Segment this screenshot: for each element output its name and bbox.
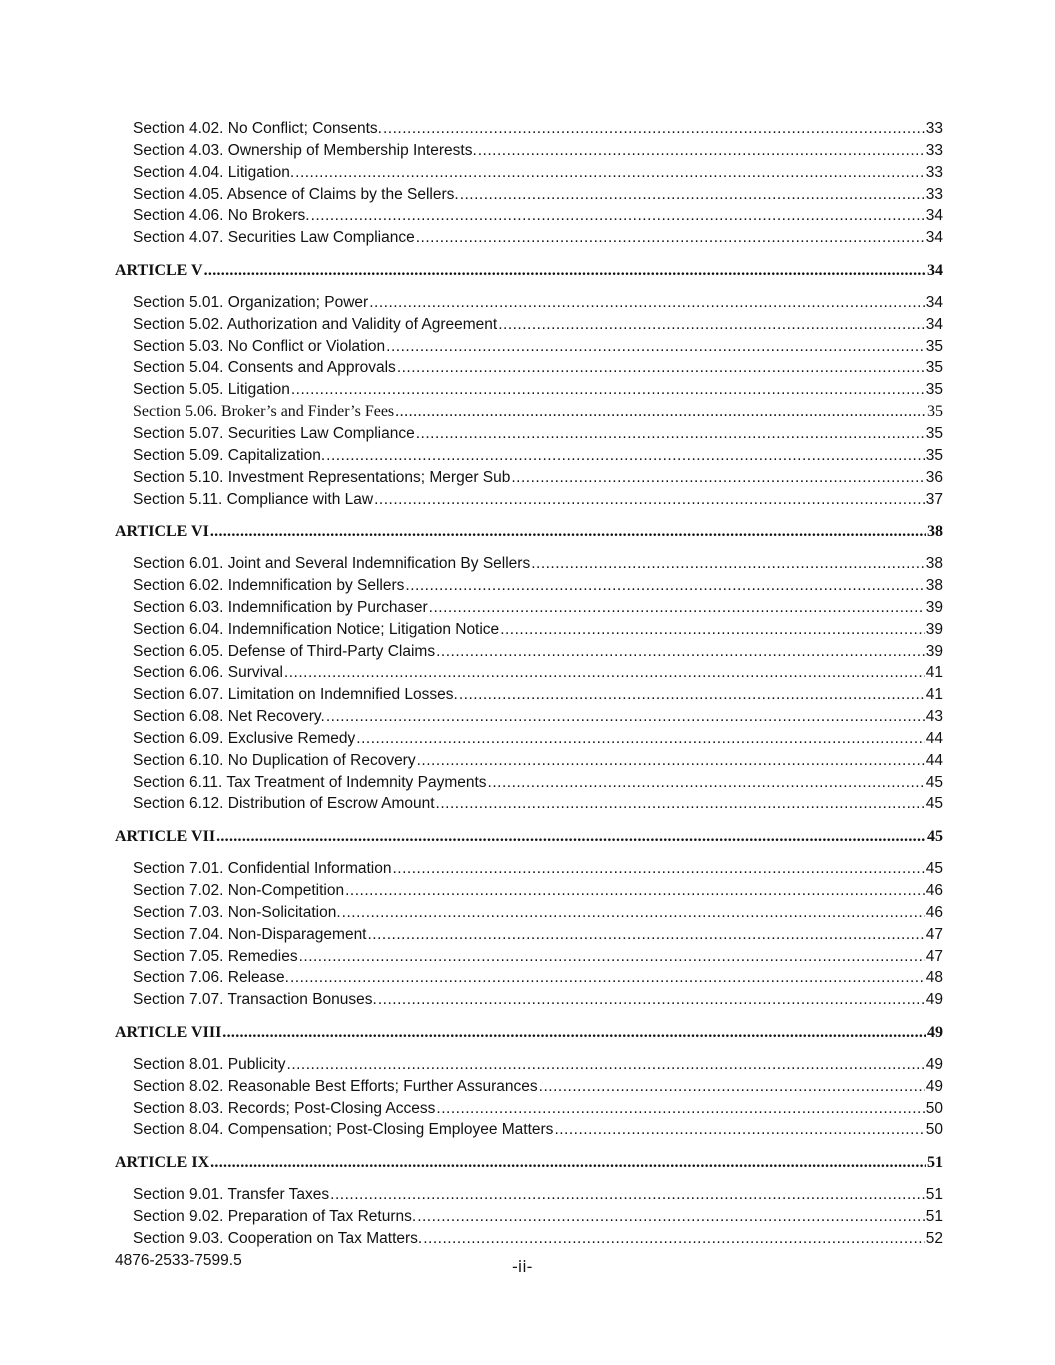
dot-leader — [531, 553, 925, 575]
dot-leader — [311, 205, 925, 227]
toc-section-entry[interactable] — [115, 553, 943, 575]
section-page-number: 45 — [925, 773, 943, 791]
toc-group — [115, 826, 943, 1011]
toc-section-entry[interactable] — [115, 902, 943, 924]
dot-leader — [423, 1228, 925, 1250]
toc-section-entry[interactable] — [115, 140, 943, 162]
section-title: Section 5.05. Litigation — [133, 381, 290, 399]
dot-leader — [417, 750, 925, 772]
section-title: Section 5.06. Broker’s and Finder’s Fees — [133, 403, 395, 421]
dot-leader — [478, 140, 925, 162]
section-page-number: 34 — [925, 293, 943, 311]
toc-group — [115, 1022, 943, 1142]
toc-section-entry[interactable] — [115, 1206, 943, 1228]
section-page-number: 48 — [925, 969, 943, 987]
section-page-number: 46 — [925, 882, 943, 899]
section-title: Section 4.06. No Brokers. — [133, 207, 310, 225]
toc-section-entry[interactable] — [115, 728, 943, 750]
toc-section-entry[interactable] — [115, 597, 943, 619]
section-page-number: 49 — [925, 991, 943, 1009]
section-title: Section 5.02. Authorization and Validity of Agreement — [133, 315, 498, 333]
dot-leader — [216, 826, 926, 848]
section-page-number: 47 — [925, 947, 943, 965]
section-page-number: 38 — [925, 577, 943, 595]
section-page-number: 43 — [925, 708, 943, 726]
dot-leader — [383, 118, 925, 140]
section-title: Section 8.03. Records; Post-Closing Access — [133, 1099, 436, 1117]
section-title: Section 5.01. Organization; Power — [133, 293, 369, 311]
dot-leader — [436, 1098, 924, 1120]
dot-leader — [397, 357, 925, 379]
dot-leader — [290, 967, 925, 989]
dot-leader — [436, 793, 925, 815]
section-title: Section 6.04. Indemnification Notice; Litigation Notice — [133, 620, 500, 638]
dot-leader — [393, 858, 925, 880]
toc-section-entry[interactable] — [115, 336, 943, 358]
toc-section-entry[interactable] — [115, 401, 943, 423]
dot-leader — [295, 162, 925, 184]
section-title: Section 7.04. Non-Disparagement — [133, 925, 367, 943]
toc-section-entry[interactable] — [115, 1054, 943, 1076]
document-id: 4876-2533-7599.5 — [115, 1252, 242, 1269]
section-page-number: 41 — [925, 664, 943, 682]
toc-section-entry[interactable] — [115, 793, 943, 815]
dot-leader — [342, 902, 925, 924]
toc-section-entry[interactable] — [115, 292, 943, 314]
section-title: Section 5.07. Securities Law Compliance — [133, 424, 415, 442]
dot-leader — [222, 1022, 926, 1044]
dot-leader — [204, 260, 926, 282]
section-title: Section 8.01. Publicity — [133, 1055, 286, 1073]
toc-group — [115, 260, 943, 511]
dot-leader — [330, 1184, 925, 1206]
section-page-number: 33 — [925, 185, 943, 203]
section-title: Section 7.05. Remedies — [133, 947, 298, 965]
toc-section-entry[interactable] — [115, 205, 943, 227]
article-title: ARTICLE VII — [115, 827, 216, 845]
section-title: Section 6.03. Indemnification by Purchaser — [133, 598, 428, 616]
section-page-number: 35 — [925, 359, 943, 377]
toc-article-heading[interactable] — [115, 260, 943, 282]
section-page-number: 51 — [925, 1207, 943, 1225]
section-page-number: 50 — [925, 1099, 943, 1117]
dot-leader — [210, 521, 926, 543]
toc-section-entry[interactable] — [115, 184, 943, 206]
section-page-number: 37 — [925, 490, 943, 508]
section-page-number: 46 — [925, 903, 943, 921]
dot-leader — [500, 619, 925, 641]
section-page-number: 33 — [925, 141, 943, 159]
toc-section-entry[interactable] — [115, 575, 943, 597]
section-page-number: 38 — [925, 555, 943, 573]
section-title: Section 7.06. Release. — [133, 969, 289, 987]
dot-leader — [369, 292, 925, 314]
section-title: Section 7.02. Non-Competition — [133, 882, 345, 899]
toc-article-heading[interactable] — [115, 826, 943, 848]
section-page-number: 41 — [925, 686, 943, 704]
toc-article-heading[interactable] — [115, 521, 943, 543]
toc-section-entry[interactable] — [115, 489, 943, 511]
article-title: ARTICLE IX — [115, 1153, 210, 1171]
toc-section-entry[interactable] — [115, 989, 943, 1011]
section-title: Section 8.02. Reasonable Best Efforts; Further Assurances — [133, 1077, 538, 1095]
section-title: Section 4.05. Absence of Claims by the Sellers. — [133, 185, 459, 203]
toc-section-entry[interactable] — [115, 1184, 943, 1206]
toc-section-entry[interactable] — [115, 1228, 943, 1250]
toc-section-entry[interactable] — [115, 227, 943, 249]
section-page-number: 35 — [925, 337, 943, 355]
section-title: Section 7.03. Non-Solicitation. — [133, 903, 341, 921]
section-title: Section 5.10. Investment Representations; Merger Sub — [133, 468, 511, 486]
toc-section-entry[interactable] — [115, 1076, 943, 1098]
dot-leader — [326, 706, 925, 728]
section-title: Section 5.09. Capitalization. — [133, 446, 326, 464]
toc-section-entry[interactable] — [115, 706, 943, 728]
toc-group — [115, 118, 943, 249]
toc-section-entry[interactable] — [115, 1119, 943, 1141]
section-page-number: 45 — [925, 795, 943, 813]
dot-leader — [345, 880, 925, 902]
toc-article-heading[interactable] — [115, 1152, 943, 1174]
section-title: Section 6.11. Tax Treatment of Indemnity Payments — [133, 773, 487, 791]
article-title: ARTICLE VIII — [115, 1023, 222, 1041]
section-title: Section 7.01. Confidential Information — [133, 860, 392, 878]
section-page-number: 34 — [925, 207, 943, 225]
section-page-number: 52 — [925, 1229, 943, 1247]
article-page-number: 51 — [927, 1153, 943, 1171]
article-page-number: 38 — [927, 522, 943, 540]
dot-leader — [460, 184, 925, 206]
section-page-number: 49 — [925, 1055, 943, 1073]
toc-section-entry[interactable] — [115, 946, 943, 968]
toc-section-entry[interactable] — [115, 379, 943, 401]
toc-section-entry[interactable] — [115, 314, 943, 336]
toc-section-entry[interactable] — [115, 357, 943, 379]
section-page-number: 45 — [925, 860, 943, 878]
article-title: ARTICLE VI — [115, 522, 209, 540]
toc-section-entry[interactable] — [115, 967, 943, 989]
dot-leader — [378, 989, 925, 1011]
section-page-number: 33 — [925, 120, 943, 137]
dot-leader — [429, 597, 925, 619]
article-title: ARTICLE V — [115, 261, 203, 279]
section-title: Section 5.03. No Conflict or Violation — [133, 337, 386, 355]
dot-leader — [417, 1206, 925, 1228]
dot-leader — [210, 1152, 926, 1174]
section-page-number: 35 — [927, 403, 943, 421]
dot-leader — [287, 1054, 925, 1076]
section-page-number: 36 — [925, 468, 943, 486]
dot-leader — [405, 575, 924, 597]
toc-section-entry[interactable] — [115, 162, 943, 184]
section-page-number: 35 — [925, 424, 943, 442]
table-of-contents — [115, 118, 943, 1250]
toc-section-entry[interactable] — [115, 445, 943, 467]
section-page-number: 39 — [925, 642, 943, 660]
toc-section-entry[interactable] — [115, 750, 943, 772]
section-title: Section 5.11. Compliance with Law — [133, 490, 374, 508]
dot-leader — [436, 641, 925, 663]
section-page-number: 44 — [925, 729, 943, 747]
toc-section-entry[interactable] — [115, 684, 943, 706]
dot-leader — [299, 946, 925, 968]
dot-leader — [539, 1076, 925, 1098]
section-title: Section 6.12. Distribution of Escrow Amount — [133, 795, 435, 813]
dot-leader — [459, 684, 925, 706]
toc-section-entry[interactable] — [115, 858, 943, 880]
section-page-number: 50 — [925, 1121, 943, 1139]
section-page-number: 44 — [925, 751, 943, 769]
toc-section-entry[interactable] — [115, 641, 943, 663]
toc-group — [115, 1152, 943, 1250]
dot-leader — [284, 662, 925, 684]
section-page-number: 51 — [925, 1186, 943, 1204]
dot-leader — [488, 772, 925, 794]
dot-leader — [368, 924, 925, 946]
toc-section-entry[interactable] — [115, 662, 943, 684]
toc-article-heading[interactable] — [115, 1022, 943, 1044]
section-title: Section 4.04. Litigation. — [133, 163, 295, 181]
dot-leader — [498, 314, 925, 336]
section-page-number: 49 — [925, 1077, 943, 1095]
section-page-number: 34 — [925, 315, 943, 333]
section-title: Section 4.02. No Conflict; Consents. — [133, 120, 382, 137]
section-title: Section 7.07. Transaction Bonuses. — [133, 991, 377, 1009]
section-page-number: 33 — [925, 163, 943, 181]
article-page-number: 49 — [927, 1023, 943, 1041]
article-page-number: 34 — [927, 261, 943, 279]
section-title: Section 6.02. Indemnification by Sellers — [133, 577, 405, 595]
section-page-number: 35 — [925, 381, 943, 399]
section-page-number: 35 — [925, 446, 943, 464]
section-title: Section 5.04. Consents and Approvals — [133, 359, 396, 377]
section-title: Section 6.06. Survival — [133, 664, 283, 682]
toc-section-entry[interactable] — [115, 880, 943, 902]
dot-leader — [356, 728, 924, 750]
toc-group — [115, 521, 943, 815]
section-page-number: 47 — [925, 925, 943, 943]
section-title: Section 6.09. Exclusive Remedy — [133, 729, 356, 747]
section-title: Section 6.08. Net Recovery. — [133, 708, 325, 726]
section-title: Section 6.10. No Duplication of Recovery — [133, 751, 416, 769]
dot-leader — [291, 379, 925, 401]
section-title: Section 6.01. Joint and Several Indemnification By Sellers — [133, 555, 531, 573]
page-number: -ii- — [512, 1257, 533, 1276]
section-title: Section 9.02. Preparation of Tax Returns. — [133, 1207, 417, 1225]
toc-section-entry[interactable] — [115, 619, 943, 641]
dot-leader — [326, 445, 925, 467]
section-page-number: 39 — [925, 620, 943, 638]
section-title: Section 6.05. Defense of Third-Party Claims — [133, 642, 436, 660]
section-title: Section 6.07. Limitation on Indemnified Losses. — [133, 686, 458, 704]
section-title: Section 9.01. Transfer Taxes — [133, 1186, 330, 1204]
toc-section-entry[interactable] — [115, 924, 943, 946]
toc-section-entry[interactable] — [115, 1098, 943, 1120]
section-title: Section 4.03. Ownership of Membership Interests. — [133, 141, 477, 159]
dot-leader — [416, 423, 925, 445]
toc-section-entry[interactable] — [115, 118, 943, 140]
dot-leader — [511, 467, 924, 489]
dot-leader — [395, 401, 926, 423]
dot-leader — [554, 1119, 924, 1141]
section-title: Section 4.07. Securities Law Compliance — [133, 229, 415, 247]
dot-leader — [374, 489, 925, 511]
toc-section-entry[interactable] — [115, 772, 943, 794]
toc-section-entry[interactable] — [115, 423, 943, 445]
article-page-number: 45 — [927, 827, 943, 845]
dot-leader — [416, 227, 925, 249]
section-page-number: 34 — [925, 229, 943, 247]
section-title: Section 9.03. Cooperation on Tax Matters. — [133, 1229, 423, 1247]
section-title: Section 8.04. Compensation; Post-Closing Employee Matters — [133, 1121, 554, 1139]
dot-leader — [386, 336, 925, 358]
section-page-number: 39 — [925, 598, 943, 616]
toc-section-entry[interactable] — [115, 467, 943, 489]
